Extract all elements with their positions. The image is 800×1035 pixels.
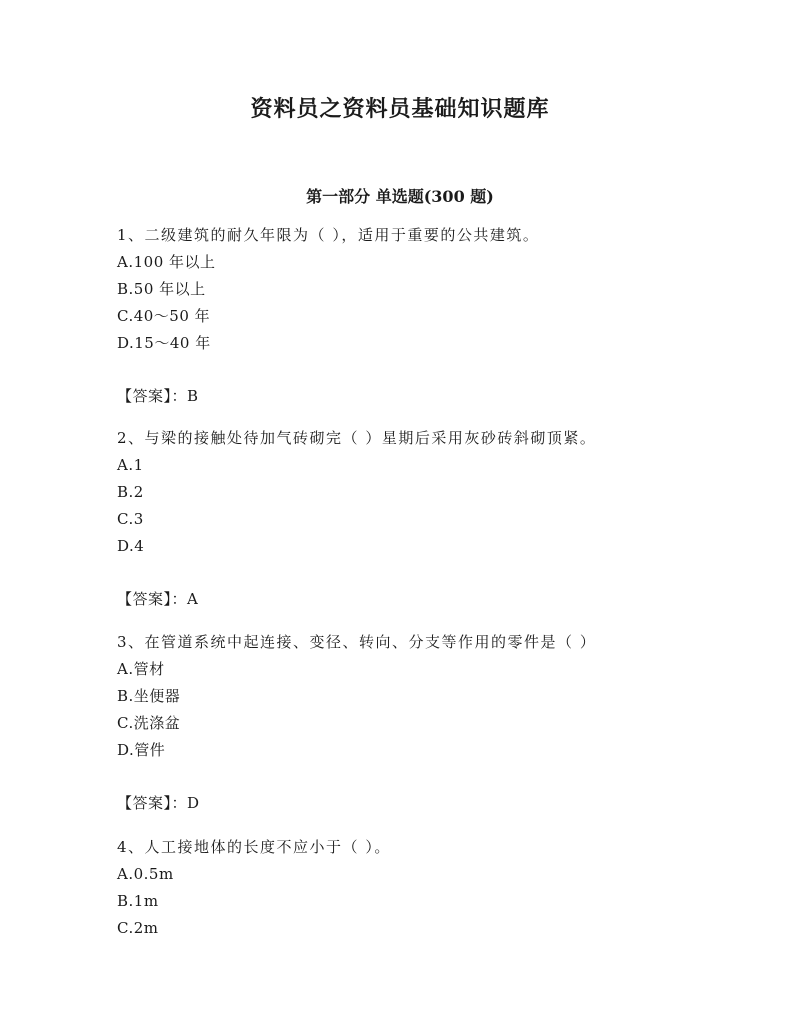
- question-1: [117, 222, 717, 410]
- question-stem: 4、人工接地体的长度不应小于（ ）。: [117, 838, 391, 856]
- question-3: [117, 629, 717, 817]
- option-b: B.50 年以上: [117, 280, 206, 298]
- section-title: 第一部分 单选题(300 题): [306, 187, 494, 206]
- option-a: A.0.5m: [117, 865, 174, 883]
- option-b: B.坐便器: [117, 687, 181, 705]
- option-a: A.100 年以上: [117, 253, 216, 271]
- document-title: 资料员之资料员基础知识题库: [250, 96, 550, 122]
- option-c: C.洗涤盆: [117, 714, 181, 732]
- option-a: A.管材: [117, 660, 165, 678]
- option-c: C.2m: [117, 919, 159, 937]
- question-stem: 1、二级建筑的耐久年限为（ ），适用于重要的公共建筑。: [117, 226, 540, 244]
- option-b: B.2: [117, 483, 144, 501]
- question-stem: 2、与梁的接触处待加气砖砌完（ ）星期后采用灰砂砖斜砌顶紧。: [117, 429, 597, 447]
- option-c: C.3: [117, 510, 144, 528]
- answer-line: 【答案】：B: [117, 387, 199, 405]
- question-2: [117, 425, 717, 613]
- option-d: D.15～40 年: [117, 334, 211, 352]
- answer-line: 【答案】：A: [117, 590, 199, 608]
- option-a: A.1: [117, 456, 144, 474]
- question-stem: 3、在管道系统中起连接、变径、转向、分支等作用的零件是（ ）: [117, 633, 597, 651]
- option-b: B.1m: [117, 892, 159, 910]
- question-4: [117, 834, 717, 942]
- answer-line: 【答案】：D: [117, 794, 200, 812]
- option-d: D.4: [117, 537, 145, 555]
- option-d: D.管件: [117, 741, 166, 759]
- option-c: C.40～50 年: [117, 307, 211, 325]
